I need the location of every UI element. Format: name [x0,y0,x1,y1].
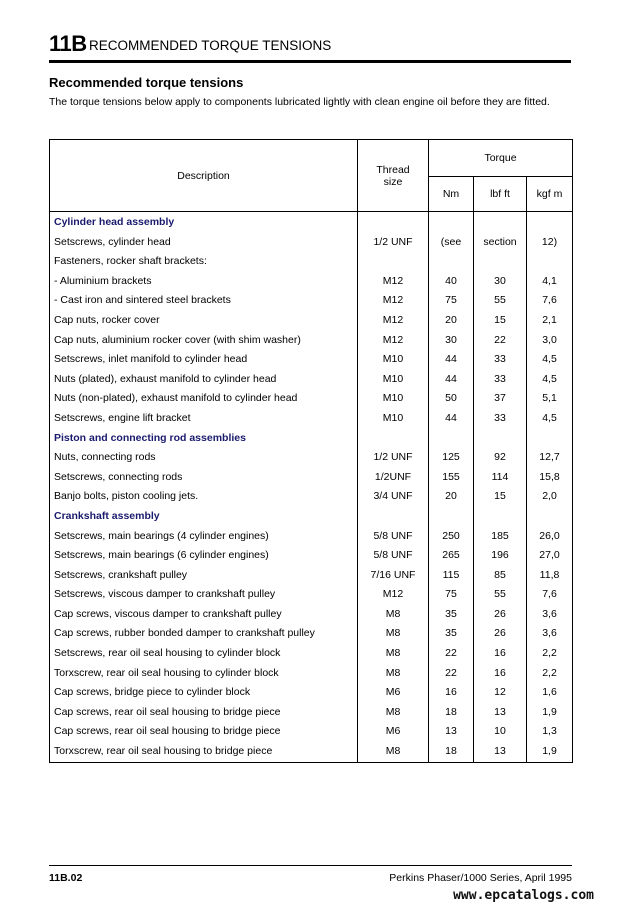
cell-thread-size: M8 [358,624,429,644]
cell-lbf-ft: 33 [474,409,527,429]
cell-nm: 35 [429,605,474,625]
intro-paragraph: The torque tensions below apply to components lubricated lightly with clean engine oil before they are fitted. [49,96,550,108]
cell-thread-size: M10 [358,370,429,390]
table-row [50,311,573,331]
header-description: Description [50,140,358,212]
cell-description: - Cast iron and sintered steel brackets [50,291,358,311]
cell-kgf-m: 27,0 [527,546,573,566]
cell-description: Torxscrew, rear oil seal housing to bridge piece [50,742,358,762]
cell-description: Torxscrew, rear oil seal housing to cylinder block [50,664,358,684]
table-row [50,566,573,586]
cell-thread-size: M12 [358,272,429,292]
header-thread-size-label: Thread size [376,163,410,188]
cell-kgf-m: 12,7 [527,448,573,468]
cell-nm: 115 [429,566,474,586]
cell-lbf-ft: 13 [474,742,527,762]
publication-info: Perkins Phaser/1000 Series, April 1995 [389,872,572,884]
cell-lbf-ft: 30 [474,272,527,292]
cell-nm: 30 [429,331,474,351]
cell-nm: 13 [429,722,474,742]
cell-thread-size: M8 [358,742,429,762]
cell-lbf-ft: 13 [474,703,527,723]
table-row [50,527,573,547]
cell-kgf-m: 7,6 [527,585,573,605]
cell-nm: 250 [429,527,474,547]
header-kgf-m: kgf m [527,177,573,212]
cell-kgf-m: 4,1 [527,272,573,292]
table-row [50,683,573,703]
cell-lbf-ft: 33 [474,350,527,370]
cell-kgf-m: 4,5 [527,370,573,390]
cell-nm: 265 [429,546,474,566]
cell-description: Nuts (non-plated), exhaust manifold to cylinder head [50,389,358,409]
cell-thread-size: M12 [358,311,429,331]
cell-kgf-m: 2,2 [527,664,573,684]
cell-description: Cylinder head assembly [50,212,358,233]
cell-lbf-ft: 26 [474,605,527,625]
cell-kgf-m: 12) [527,233,573,253]
cell-lbf-ft: 185 [474,527,527,547]
table-row [50,389,573,409]
cell-nm: (see [429,233,474,253]
cell-nm: 20 [429,487,474,507]
cell-lbf-ft: 26 [474,624,527,644]
cell-kgf-m: 4,5 [527,409,573,429]
cell-lbf-ft: 16 [474,644,527,664]
cell-kgf-m [527,429,573,449]
page-number: 11B.02 [49,872,83,884]
cell-lbf-ft: 15 [474,487,527,507]
cell-description: Setscrews, engine lift bracket [50,409,358,429]
cell-nm: 16 [429,683,474,703]
cell-nm: 22 [429,664,474,684]
cell-thread-size: M10 [358,389,429,409]
table-row [50,272,573,292]
cell-thread-size: M8 [358,664,429,684]
cell-nm [429,212,474,233]
cell-kgf-m [527,212,573,233]
cell-nm: 40 [429,272,474,292]
cell-thread-size: 1/2UNF [358,468,429,488]
cell-description: Setscrews, main bearings (6 cylinder engines) [50,546,358,566]
chapter-title: RECOMMENDED TORQUE TENSIONS [89,38,332,53]
chapter-number: 11B [49,31,87,56]
cell-nm: 44 [429,409,474,429]
cell-thread-size: M8 [358,703,429,723]
cell-lbf-ft: 92 [474,448,527,468]
cell-thread-size: 1/2 UNF [358,233,429,253]
cell-lbf-ft: 55 [474,585,527,605]
cell-nm: 125 [429,448,474,468]
cell-nm: 44 [429,370,474,390]
table-row [50,605,573,625]
cell-nm: 155 [429,468,474,488]
cell-thread-size: M8 [358,644,429,664]
cell-nm: 75 [429,585,474,605]
cell-description: Nuts, connecting rods [50,448,358,468]
cell-description: Setscrews, crankshaft pulley [50,566,358,586]
cell-kgf-m: 3,6 [527,605,573,625]
table-row [50,409,573,429]
cell-thread-size: M10 [358,350,429,370]
cell-kgf-m: 1,9 [527,703,573,723]
table-row [50,331,573,351]
cell-kgf-m: 26,0 [527,527,573,547]
cell-lbf-ft: 85 [474,566,527,586]
section-header-row [50,507,573,527]
table-row [50,585,573,605]
cell-description: Nuts (plated), exhaust manifold to cylinder head [50,370,358,390]
table-row [50,644,573,664]
table-row [50,448,573,468]
cell-lbf-ft: 22 [474,331,527,351]
cell-thread-size: 1/2 UNF [358,448,429,468]
cell-lbf-ft [474,252,527,272]
torque-table-body [50,212,573,763]
cell-description: Piston and connecting rod assemblies [50,429,358,449]
cell-nm: 18 [429,742,474,762]
table-row [50,370,573,390]
cell-description: Setscrews, main bearings (4 cylinder engines) [50,527,358,547]
cell-lbf-ft: 196 [474,546,527,566]
cell-nm: 35 [429,624,474,644]
cell-kgf-m: 1,3 [527,722,573,742]
cell-description: Cap screws, rubber bonded damper to crankshaft pulley [50,624,358,644]
table-row [50,546,573,566]
footer-rule [49,865,572,866]
cell-description: Cap screws, bridge piece to cylinder block [50,683,358,703]
cell-thread-size [358,252,429,272]
header-lbf-ft: lbf ft [474,177,527,212]
cell-kgf-m: 5,1 [527,389,573,409]
section-header-row [50,212,573,233]
cell-kgf-m: 1,6 [527,683,573,703]
cell-nm: 22 [429,644,474,664]
table-row [50,350,573,370]
cell-thread-size: M6 [358,683,429,703]
cell-description: Cap nuts, aluminium rocker cover (with shim washer) [50,331,358,351]
cell-thread-size [358,429,429,449]
cell-kgf-m: 2,0 [527,487,573,507]
cell-nm: 44 [429,350,474,370]
table-row [50,624,573,644]
cell-description: Setscrews, cylinder head [50,233,358,253]
cell-thread-size: 7/16 UNF [358,566,429,586]
table-row [50,742,573,762]
cell-thread-size: M10 [358,409,429,429]
cell-description: Cap screws, rear oil seal housing to bridge piece [50,722,358,742]
page-header [49,31,571,63]
cell-lbf-ft: 33 [474,370,527,390]
section-title: Recommended torque tensions [49,75,244,90]
cell-description: Setscrews, inlet manifold to cylinder head [50,350,358,370]
cell-description: Crankshaft assembly [50,507,358,527]
cell-description: Cap nuts, rocker cover [50,311,358,331]
cell-lbf-ft: 114 [474,468,527,488]
cell-nm: 18 [429,703,474,723]
cell-lbf-ft [474,429,527,449]
cell-nm: 20 [429,311,474,331]
cell-kgf-m: 11,8 [527,566,573,586]
table-row [50,252,573,272]
cell-lbf-ft: 55 [474,291,527,311]
cell-description: Setscrews, connecting rods [50,468,358,488]
cell-nm [429,507,474,527]
table-row [50,722,573,742]
cell-description: Banjo bolts, piston cooling jets. [50,487,358,507]
table-row [50,233,573,253]
header-torque: Torque [429,140,573,177]
cell-kgf-m: 2,1 [527,311,573,331]
cell-kgf-m: 7,6 [527,291,573,311]
cell-lbf-ft: 15 [474,311,527,331]
cell-thread-size: M12 [358,585,429,605]
cell-description: Setscrews, viscous damper to crankshaft pulley [50,585,358,605]
cell-kgf-m: 2,2 [527,644,573,664]
table-row [50,468,573,488]
cell-lbf-ft: 12 [474,683,527,703]
section-header-row [50,429,573,449]
cell-thread-size: M6 [358,722,429,742]
cell-kgf-m [527,507,573,527]
cell-lbf-ft [474,212,527,233]
cell-lbf-ft: 16 [474,664,527,684]
cell-description: - Aluminium brackets [50,272,358,292]
cell-thread-size: 5/8 UNF [358,527,429,547]
cell-kgf-m: 4,5 [527,350,573,370]
header-thread-size [358,140,429,212]
cell-lbf-ft: 10 [474,722,527,742]
watermark: www.epcatalogs.com [453,888,594,903]
cell-thread-size: 3/4 UNF [358,487,429,507]
torque-table [49,139,573,763]
cell-description: Setscrews, rear oil seal housing to cylinder block [50,644,358,664]
cell-kgf-m: 3,0 [527,331,573,351]
cell-kgf-m: 3,6 [527,624,573,644]
cell-lbf-ft: 37 [474,389,527,409]
cell-thread-size: 5/8 UNF [358,546,429,566]
cell-lbf-ft: section [474,233,527,253]
cell-kgf-m: 1,9 [527,742,573,762]
cell-nm [429,252,474,272]
cell-nm: 75 [429,291,474,311]
cell-description: Cap screws, viscous damper to crankshaft pulley [50,605,358,625]
table-row [50,487,573,507]
cell-lbf-ft [474,507,527,527]
header-nm: Nm [429,177,474,212]
cell-description: Fasteners, rocker shaft brackets: [50,252,358,272]
table-row [50,291,573,311]
cell-nm [429,429,474,449]
cell-thread-size [358,212,429,233]
cell-thread-size: M12 [358,331,429,351]
cell-description: Cap screws, rear oil seal housing to bridge piece [50,703,358,723]
cell-kgf-m: 15,8 [527,468,573,488]
cell-thread-size: M8 [358,605,429,625]
table-row [50,664,573,684]
cell-thread-size [358,507,429,527]
table-row [50,703,573,723]
cell-kgf-m [527,252,573,272]
cell-nm: 50 [429,389,474,409]
cell-thread-size: M12 [358,291,429,311]
